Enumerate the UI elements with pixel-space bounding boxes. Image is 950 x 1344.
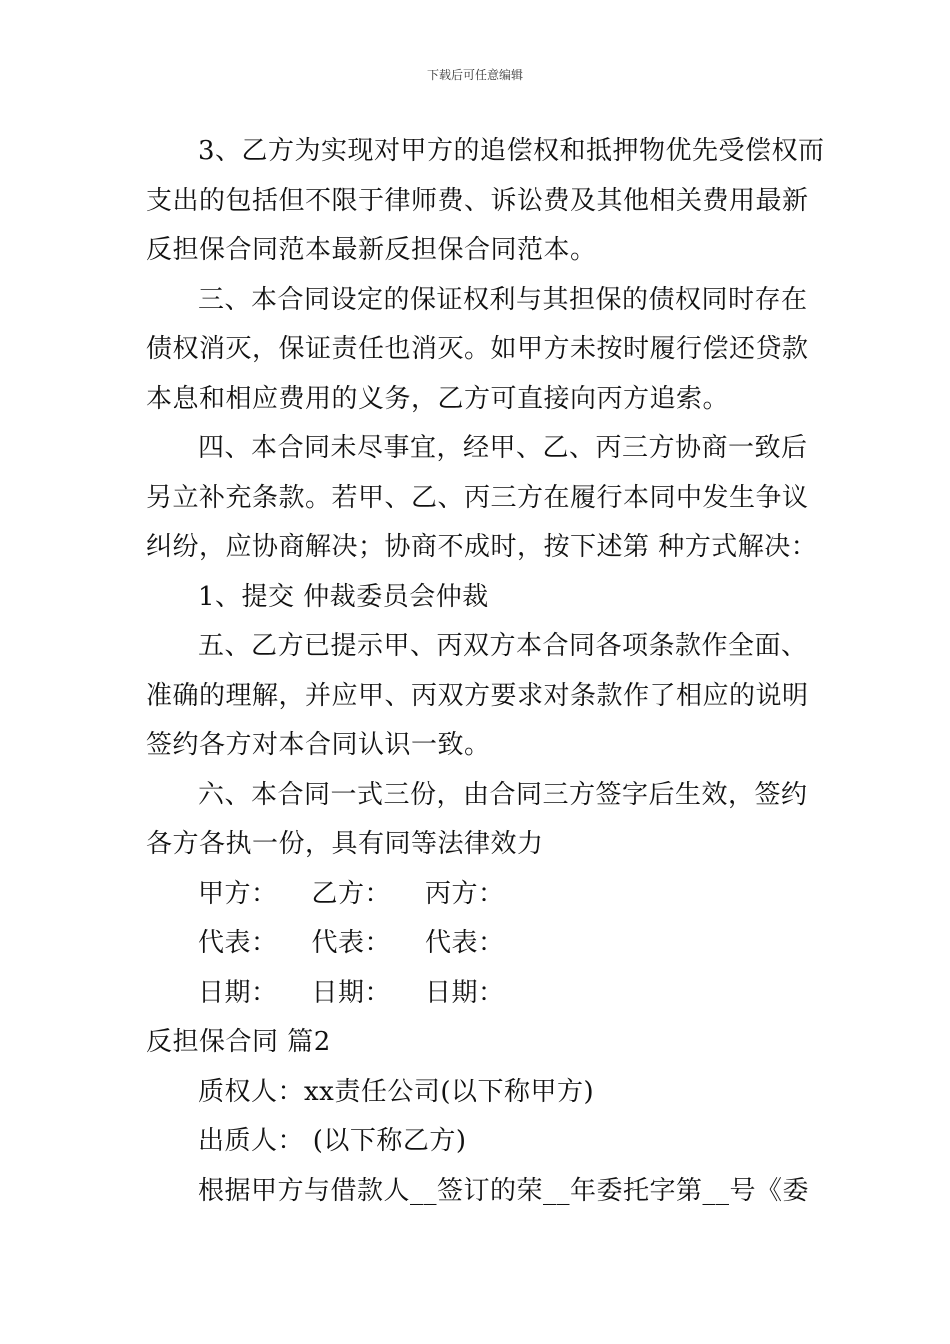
party-c-label: 丙方： xyxy=(425,878,505,909)
signature-dates-row xyxy=(146,969,816,1019)
clause-3-line-2: 支出的包括但不限于律师费、诉讼费及其他相关费用最新 xyxy=(146,185,809,216)
section-2-title: 反担保合同 篇2 xyxy=(146,1027,331,1057)
arbitration-option: 1、提交 仲裁委员会仲裁 xyxy=(198,581,489,612)
article-5-line-2: 准确的理解，并应甲、丙双方要求对条款作了相应的说明 xyxy=(146,680,809,711)
signature-parties-row xyxy=(146,870,816,920)
representative-b-label: 代表： xyxy=(311,928,392,958)
date-b-label: 日期： xyxy=(311,977,392,1008)
article-4-line-3: 纠纷，应协商解决；协商不成时，按下述第 种方式解决： xyxy=(146,532,818,562)
article-6-line-2: 各方各执一份，具有同等法律效力 xyxy=(146,829,544,859)
signature-representatives-row xyxy=(146,919,816,969)
article-4-line-2: 另立补充条款。若甲、乙、丙三方在履行本同中发生争议 xyxy=(146,482,809,513)
party-b-label: 乙方： xyxy=(311,878,392,909)
article-3-line-3: 本息和相应费用的义务，乙方可直接向丙方追索。 xyxy=(146,383,730,414)
representative-a-label: 代表： xyxy=(198,928,278,958)
article-3-line-1: 三、本合同设定的保证权利与其担保的债权同时存在 xyxy=(198,284,808,315)
article-4-line-1: 四、本合同未尽事宜，经甲、乙、丙三方协商一致后 xyxy=(198,433,808,463)
article-3-line-2: 债权消灭，保证责任也消灭。如甲方未按时履行偿还贷款 xyxy=(146,334,809,364)
date-c-label: 日期： xyxy=(425,977,505,1008)
pledgor-line: 出质人： (以下称乙方) xyxy=(198,1126,467,1156)
page-header: 下载后可任意编辑 xyxy=(426,68,523,82)
document-body xyxy=(146,127,825,1216)
pledgee-line: 质权人：xx责任公司(以下称甲方) xyxy=(198,1076,595,1107)
date-a-label: 日期： xyxy=(198,977,278,1008)
clause-3-line-1: 3、乙方为实现对甲方的追偿权和抵押物优先受偿权而 xyxy=(198,136,825,166)
basis-line: 根据甲方与借款人__签订的荣__年委托字第__号《委 xyxy=(198,1175,810,1206)
article-5-line-3: 签约各方对本合同认识一致。 xyxy=(146,730,491,760)
clause-3-line-3: 反担保合同范本最新反担保合同范本。 xyxy=(146,235,597,265)
article-6-line-1: 六、本合同一式三份，由合同三方签字后生效，签约 xyxy=(198,779,808,810)
party-a-label: 甲方： xyxy=(198,878,278,909)
article-5-line-1: 五、乙方已提示甲、丙双方本合同各项条款作全面、 xyxy=(198,631,808,661)
representative-c-label: 代表： xyxy=(425,928,505,958)
